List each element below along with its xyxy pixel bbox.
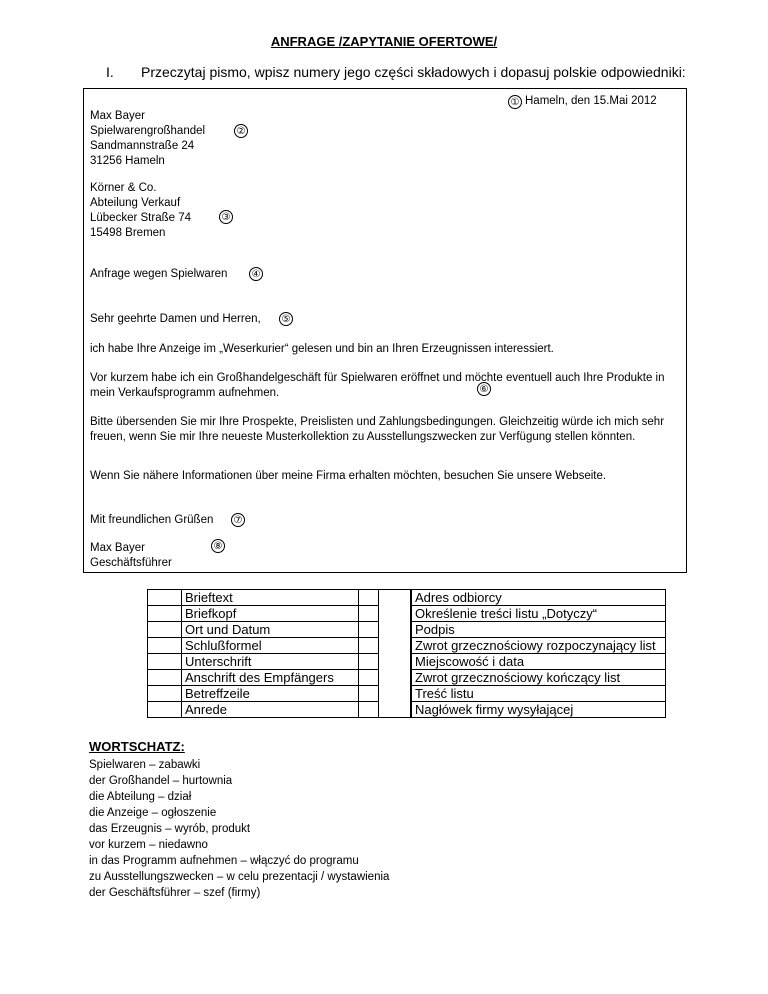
recipient-line: Lübecker Straße 74 (90, 212, 192, 224)
german-term: Betreffzeile (182, 686, 379, 702)
letter-box (83, 88, 687, 573)
body-paragraph: ich habe Ihre Anzeige im „Weserkurier“ gelesen und bin an Ihren Erzeugnissen interessiert. (90, 343, 554, 355)
sender-line: Max Bayer (90, 110, 145, 122)
marker-3: ③ (219, 210, 233, 224)
answer-cell[interactable] (148, 702, 182, 718)
table-row (148, 590, 379, 606)
task-instruction: Przeczytaj pismo, wpisz numery jego części składowych i dopasuj polskie odpowiedniki: (141, 64, 686, 80)
signature-line: Max Bayer (90, 542, 145, 554)
list-item: der Großhandel – hurtownia (89, 775, 233, 787)
page-title: ANFRAGE /ZAPYTANIE OFERTOWE/ (270, 34, 498, 49)
table-row (412, 670, 666, 686)
german-term: Unterschrift (182, 654, 379, 670)
table-row (148, 702, 379, 718)
table-row (412, 702, 666, 718)
marker-8: ⑧ (211, 539, 225, 553)
task-number: I. (106, 64, 114, 80)
vocabulary-heading: WORTSCHATZ: (89, 739, 185, 754)
list-item: die Anzeige – ogłoszenie (89, 807, 217, 819)
german-terms-table (147, 589, 379, 718)
answer-column[interactable] (358, 589, 411, 718)
marker-2: ② (234, 124, 248, 138)
german-term: Anrede (182, 702, 379, 718)
sender-line: 31256 Hameln (90, 155, 165, 167)
marker-1: ① (508, 95, 522, 109)
table-row (412, 590, 666, 606)
polish-term: Określenie treści listu „Dotyczy“ (412, 606, 666, 622)
signature-line: Geschäftsführer (90, 557, 172, 569)
table-row (412, 638, 666, 654)
list-item: Spielwaren – zabawki (89, 759, 201, 771)
polish-term: Nagłówek firmy wysyłającej (412, 702, 666, 718)
recipient-line: 15498 Bremen (90, 227, 166, 239)
table-row (148, 606, 379, 622)
answer-cell[interactable] (148, 686, 182, 702)
list-item: die Abteilung – dział (89, 791, 192, 803)
polish-term: Zwrot grzecznościowy rozpoczynający list (412, 638, 666, 654)
list-item: zu Ausstellungszwecken – w celu prezentacji / wystawienia (89, 871, 390, 883)
subject-line: Anfrage wegen Spielwaren (90, 268, 228, 280)
table-row (412, 622, 666, 638)
table-row (148, 654, 379, 670)
marker-5: ⑤ (279, 312, 293, 326)
list-item: vor kurzem – niedawno (89, 839, 208, 851)
table-row (412, 654, 666, 670)
polish-term: Adres odbiorcy (412, 590, 666, 606)
answer-cell[interactable] (148, 638, 182, 654)
list-item: der Geschäftsführer – szef (firmy) (89, 887, 261, 899)
sender-line: Sandmannstraße 24 (90, 140, 195, 152)
recipient-line: Abteilung Verkauf (90, 197, 181, 209)
table-row (412, 606, 666, 622)
vocabulary-list (89, 757, 389, 901)
german-term: Anschrift des Empfängers (182, 670, 379, 686)
table-row (148, 638, 379, 654)
polish-term: Zwrot grzecznościowy kończący list (412, 670, 666, 686)
table-row (412, 686, 666, 702)
table-row (148, 622, 379, 638)
marker-4: ④ (249, 267, 263, 281)
german-term: Brieftext (182, 590, 379, 606)
answer-cell[interactable] (148, 622, 182, 638)
table-row (148, 670, 379, 686)
polish-terms-table (411, 589, 666, 718)
answer-cell[interactable] (148, 654, 182, 670)
answer-cell[interactable] (148, 590, 182, 606)
german-term: Ort und Datum (182, 622, 379, 638)
polish-term: Treść listu (412, 686, 666, 702)
list-item: in das Programm aufnehmen – włączyć do programu (89, 855, 359, 867)
answer-cell[interactable] (148, 670, 182, 686)
body-paragraph: Bitte übersenden Sie mir Ihre Prospekte, Preislisten und Zahlungsbedingungen. Gleichzeitig würde ich mich sehr freuen, wenn Sie mir Ihre neueste Musterkollektion zu Ausstellungszwecken zur Verfügung stellen könnten. (90, 416, 665, 443)
polish-term: Miejscowość i data (412, 654, 666, 670)
body-paragraph: Vor kurzem habe ich ein Großhandelgeschäft für Spielwaren eröffnet und möchte eventuell auch Ihre Produkte in mein Verkaufsprogramm aufnehmen. (90, 372, 665, 399)
answer-cell[interactable] (148, 606, 182, 622)
marker-6: ⑥ (477, 382, 491, 396)
table-row (148, 686, 379, 702)
body-paragraph: Wenn Sie nähere Informationen über meine Firma erhalten möchten, besuchen Sie unsere Webseite. (90, 470, 607, 482)
list-item: das Erzeugnis – wyrób, produkt (89, 823, 251, 835)
sender-line: Spielwarengroßhandel (90, 125, 206, 137)
polish-term: Podpis (412, 622, 666, 638)
place-date: Hameln, den 15.Mai 2012 (525, 95, 657, 107)
recipient-line: Körner & Co. (90, 182, 157, 194)
german-term: Briefkopf (182, 606, 379, 622)
closing-formula: Mit freundlichen Grüßen (90, 514, 214, 526)
german-term: Schlußformel (182, 638, 379, 654)
salutation: Sehr geehrte Damen und Herren, (90, 313, 261, 325)
marker-7: ⑦ (231, 513, 245, 527)
